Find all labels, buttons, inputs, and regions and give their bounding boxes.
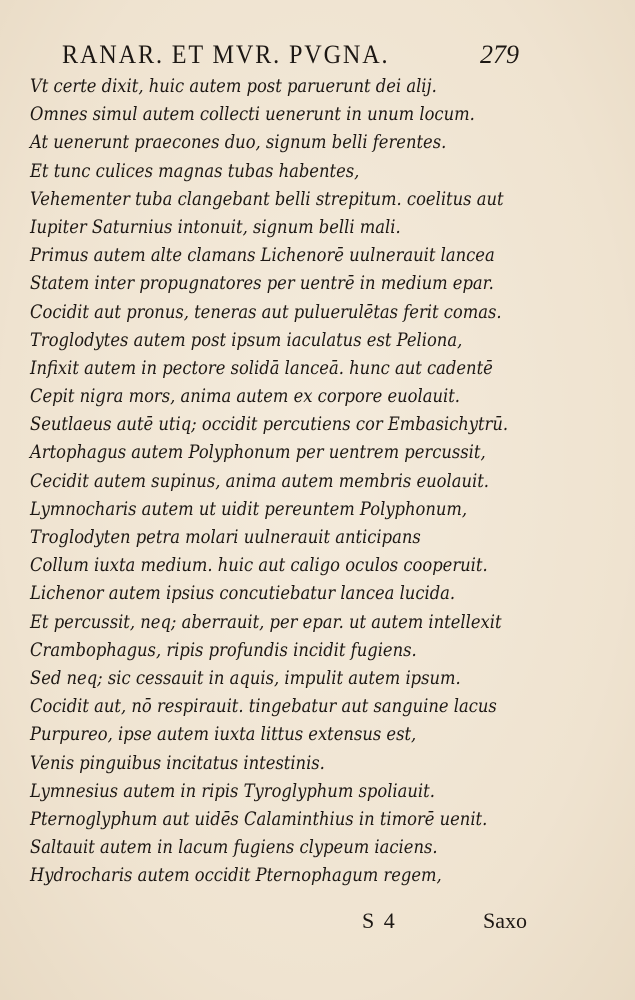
verse-line: Vehementer tuba clangebant belli strepitum. coelitus aut (30, 187, 504, 210)
verse-line: Omnes simul autem collecti uenerunt in unum locum. (30, 103, 475, 126)
verse-line: Statem inter propugnatores per uentrē in medium epar. (30, 272, 494, 295)
verse-line: Troglodyten petra molari uulnerauit anticipans (30, 526, 421, 548)
verse-line: Cocidit aut pronus, teneras aut puluerulētas ferit comas. (30, 300, 502, 323)
verse-line: Venis pinguibus incitatus intestinis. (30, 751, 325, 774)
page-number: 279 (480, 40, 519, 69)
signature-mark: S 4 (362, 908, 397, 933)
verse-line: Troglodytes autem post ipsum iaculatus est Peliona, (30, 328, 463, 351)
verse-line: Iupiter Saturnius intonuit, signum belli mali. (30, 215, 401, 238)
verse-line: Vt certe dixit, huic autem post paruerunt dei alij. (30, 75, 437, 97)
verse-line: Et percussit, neq; aberrauit, per epar. ut autem intellexit (30, 610, 502, 633)
verse-line: Cecidit autem supinus, anima autem membris euolauit. (30, 469, 489, 492)
page-footer (0, 908, 635, 942)
verse-line: Collum iuxta medium. huic aut caligo oculos cooperuit. (30, 554, 488, 577)
verse-line: Hydrocharis autem occidit Pternophagum regem, (30, 864, 442, 887)
verse-line: Infixit autem in pectore solidā lanceā. hunc aut cadentē (30, 356, 493, 379)
running-head: RANAR. ET MVR. PVGNA. (62, 40, 390, 69)
verse-line: At uenerunt praecones duo, signum belli ferentes. (30, 131, 447, 154)
verse-line: Lymnocharis autem ut uidit pereuntem Polyphonum, (30, 497, 468, 520)
verse-line: Crambophagus, ripis profundis incidit fugiens. (30, 638, 417, 661)
verse-line: Sed neq; sic cessauit in aquis, impulit autem ipsum. (30, 666, 461, 689)
catchword: Saxo (483, 908, 527, 933)
verse-line: Seutlaeus autē utiq; occidit percutiens cor Embasichytrū. (30, 413, 509, 436)
page-header (62, 40, 532, 76)
verse-line: Et tunc culices magnas tubas habentes, (30, 159, 360, 182)
verse-line: Saltauit autem in lacum fugiens clypeum iaciens. (30, 836, 438, 859)
verse-line: Primus autem alte clamans Lichenorē uulnerauit lancea (30, 244, 495, 267)
verse-line: Lichenor autem ipsius concutiebatur lancea lucida. (30, 582, 456, 605)
verse-line: Cocidit aut, nō respirauit. tingebatur aut sanguine lacus (30, 695, 497, 718)
verse-line: Artophagus autem Polyphonum per uentrem percussit, (30, 441, 486, 464)
verse-line: Pternoglyphum aut uidēs Calaminthius in timorē uenit. (30, 807, 488, 830)
verse-line: Lymnesius autem in ripis Tyroglyphum spoliauit. (30, 779, 435, 802)
verse-line: Purpureo, ipse autem iuxta littus extensus est, (30, 723, 417, 746)
verse-text (30, 72, 535, 889)
verse-line: Cepit nigra mors, anima autem ex corpore euolauit. (30, 385, 460, 408)
